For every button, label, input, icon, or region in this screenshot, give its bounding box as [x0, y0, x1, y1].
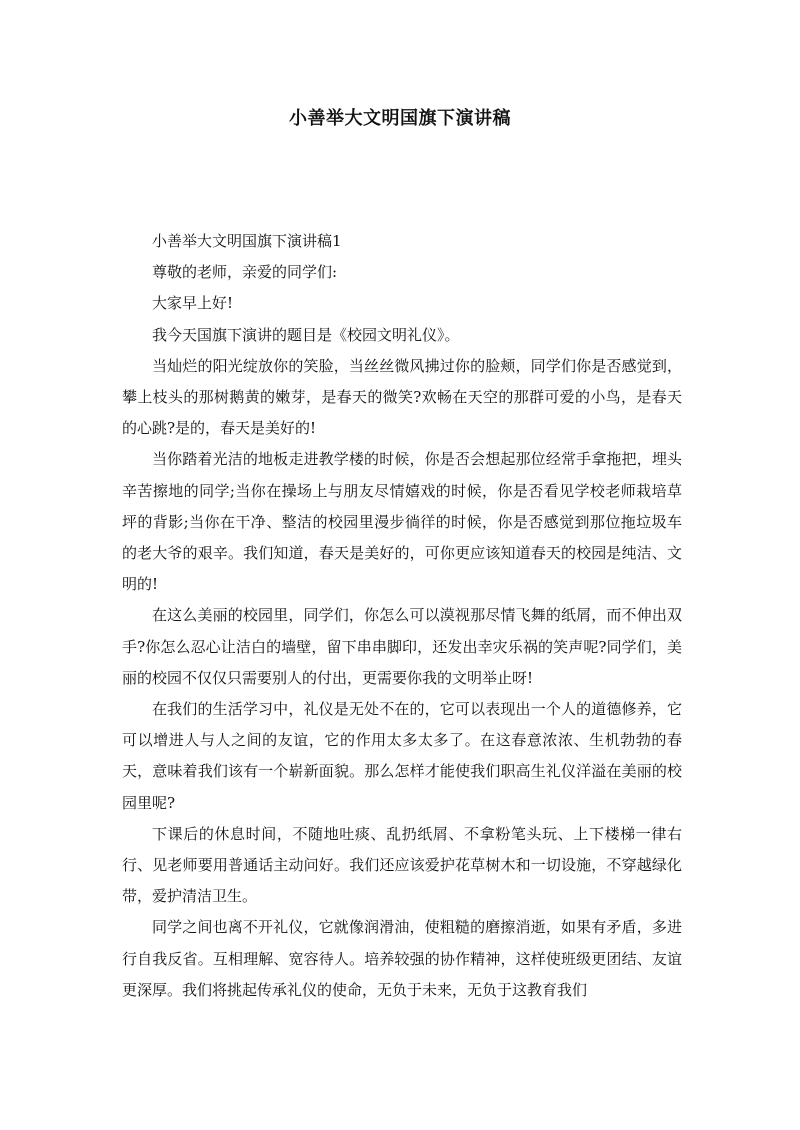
- paragraph: 在这么美丽的校园里，同学们，你怎么可以漠视那尽情飞舞的纸屑，而不伸出双手?你怎么忍心让洁白的墙壁，留下串串脚印，还发出幸灾乐祸的笑声呢?同学们，美丽的校园不仅仅只需要别人的付出，更需要你我的文明举止呀!: [122, 606, 682, 687]
- paragraph: 同学之间也离不开礼仪，它就像润滑油，使粗糙的磨擦消逝，如果有矛盾，多进行自我反省。互相理解、宽容待人。培养较强的协作精神，这样使班级更团结、友谊更深厚。我们将挑起传承礼仪的使命，无负于未来，无负于这教育我们: [122, 918, 682, 999]
- paragraph-salutation: 尊敬的老师，亲爱的同学们:: [152, 263, 338, 282]
- paragraph: 当灿烂的阳光绽放你的笑脸，当丝丝微风拂过你的脸颊，同学们你是否感觉到，攀上枝头的那树鹅黄的嫩芽，是春天的微笑?欢畅在天空的那群可爱的小鸟，是春天的心跳?是的，春天是美好的!: [122, 356, 682, 438]
- paragraph: 当你踏着光洁的地板走进教学楼的时候，你是否会想起那位经常手拿拖把，埋头辛苦擦地的同学;当你在操场上与朋友尽情嬉戏的时候，你是否看见学校老师栽培草坪的背影;当你在干净、整洁的校园里漫步徜徉的时候，你是否感觉到那位拖垃圾车的老大爷的艰辛。我们知道，春天是美好的，可你更应该知道春天的校园是纯洁、文明的!: [122, 450, 682, 594]
- paragraph-heading: 小善举大文明国旗下演讲稿1: [152, 232, 342, 250]
- paragraph-topic: 我今天国旗下演讲的题目是《校园文明礼仪》。: [152, 325, 460, 344]
- paragraph-greeting: 大家早上好!: [152, 294, 234, 313]
- document-body: [122, 226, 682, 1006]
- paragraph: 在我们的生活学习中，礼仪是无处不在的，它可以表现出一个人的道德修养，它可以增进人与人之间的友谊，它的作用太多太多了。在这春意浓浓、生机勃勃的春天，意味着我们该有一个崭新面貌。那么怎样才能使我们职高生礼仪洋溢在美丽的校园里呢?: [122, 700, 682, 812]
- document-title: 小善举大文明国旗下演讲稿: [289, 108, 511, 129]
- paragraph: 下课后的休息时间，不随地吐痰、乱扔纸屑、不拿粉笔头玩、上下楼梯一律右行、见老师要用普通话主动问好。我们还应该爱护花草树木和一切设施，不穿越绿化带，爱护清洁卫生。: [122, 824, 682, 906]
